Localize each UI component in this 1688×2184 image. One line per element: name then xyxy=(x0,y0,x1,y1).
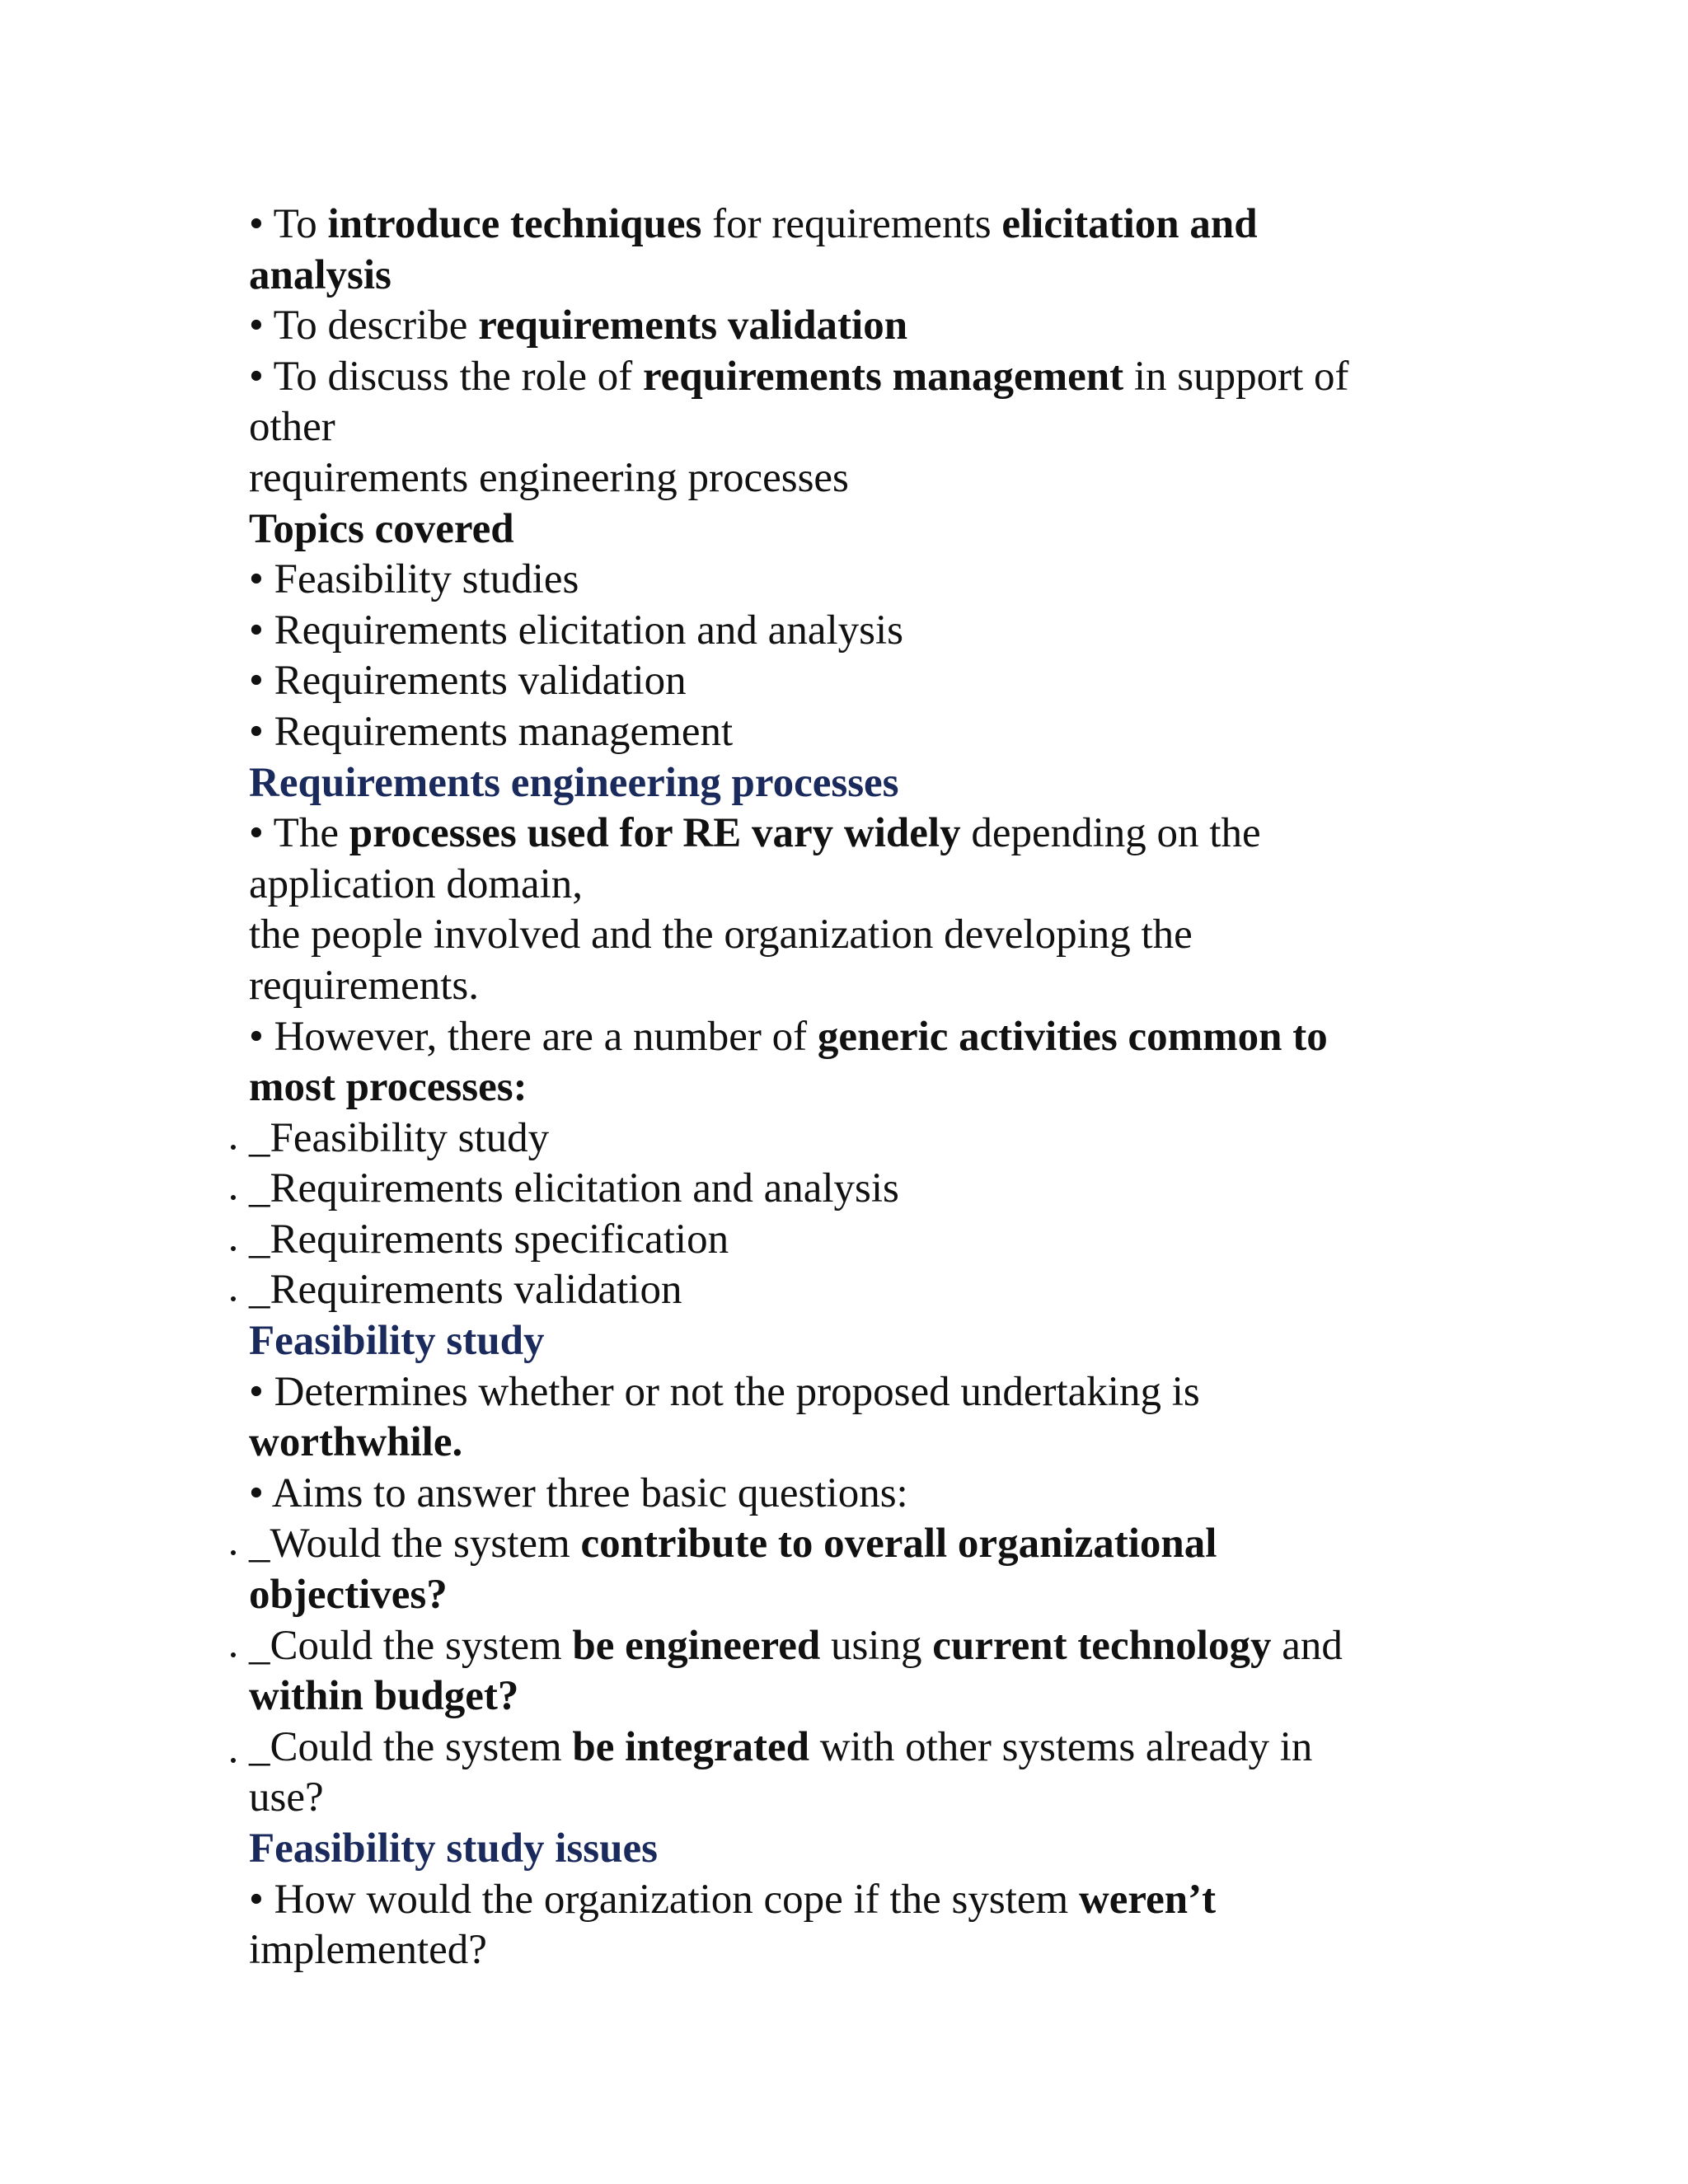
question-line xyxy=(249,1621,1452,1672)
text: for requirements xyxy=(701,201,1002,247)
text-bold: worthwhile. xyxy=(249,1419,463,1466)
paragraph-line xyxy=(249,808,1452,860)
text: • To xyxy=(249,201,328,247)
text: implemented? xyxy=(249,1927,487,1974)
text: application domain, xyxy=(249,860,584,907)
document-page xyxy=(249,199,1452,1976)
question-line xyxy=(249,1519,1452,1570)
paragraph-line xyxy=(249,1469,1452,1520)
text-bold: requirements management xyxy=(642,353,1124,400)
text: _Requirements validation xyxy=(249,1267,682,1314)
question-line xyxy=(249,1773,1452,1824)
paragraph-line xyxy=(249,1418,1452,1469)
text: _Feasibility study xyxy=(249,1114,550,1161)
topic-item: • Requirements validation xyxy=(249,658,687,705)
text-bold: be integrated xyxy=(572,1723,809,1770)
topic-item: • Feasibility studies xyxy=(249,556,579,603)
sub-bullet-dot-icon xyxy=(227,1722,244,1774)
paragraph-line xyxy=(249,1925,1452,1976)
objective-line-4 xyxy=(249,352,1452,403)
sub-bullet-dot-icon xyxy=(227,1164,244,1215)
paragraph-line xyxy=(249,910,1452,961)
objective-line-3 xyxy=(249,301,1452,352)
text: • Determines whether or not the proposed undertaking is xyxy=(249,1368,1200,1415)
paragraph-line xyxy=(249,1875,1452,1926)
topics-heading: Topics covered xyxy=(249,505,514,552)
sub-bullet-dot-icon xyxy=(227,1215,244,1266)
text: _Requirements elicitation and analysis xyxy=(249,1165,899,1212)
text: _Would the system xyxy=(249,1521,581,1568)
paragraph-line xyxy=(249,1367,1452,1418)
text: • However, there are a number of xyxy=(249,1013,818,1060)
text-bold: requirements validation xyxy=(478,302,908,349)
objective-line-5 xyxy=(249,402,1452,453)
text: use? xyxy=(249,1774,324,1821)
activity-item xyxy=(249,1113,1452,1165)
text: other xyxy=(249,404,335,451)
text: • To discuss the role of xyxy=(249,353,643,400)
topic-item: • Requirements management xyxy=(249,708,734,755)
text-bold: elicitation and xyxy=(1001,201,1258,247)
text-bold: most processes: xyxy=(249,1064,528,1111)
question-line xyxy=(249,1671,1452,1722)
sub-bullet-dot-icon xyxy=(227,1621,244,1672)
section-heading-re-processes: Requirements engineering processes xyxy=(249,759,899,806)
text-bold: analysis xyxy=(249,251,392,298)
text-bold: generic activities common to xyxy=(817,1013,1328,1060)
text: requirements engineering processes xyxy=(249,454,849,501)
objective-line-1 xyxy=(249,199,1452,251)
objective-line-6 xyxy=(249,453,1452,504)
text-bold: objectives? xyxy=(249,1572,448,1619)
text: • The xyxy=(249,810,349,857)
text: _Could the system xyxy=(249,1622,573,1669)
text-bold: contribute to overall organizational xyxy=(580,1521,1217,1568)
section-heading-feasibility-issues: Feasibility study issues xyxy=(249,1825,658,1872)
text: depending on the xyxy=(960,810,1261,857)
text-bold: current technology xyxy=(932,1622,1272,1669)
text: _Could the system xyxy=(249,1723,573,1770)
activity-item xyxy=(249,1164,1452,1215)
text-bold: processes used for RE vary widely xyxy=(349,810,961,857)
text-bold: be engineered xyxy=(572,1622,821,1669)
section-heading-feasibility-study: Feasibility study xyxy=(249,1318,545,1365)
question-line xyxy=(249,1722,1452,1774)
sub-bullet-dot-icon xyxy=(227,1519,244,1570)
text: • To describe xyxy=(249,302,479,349)
question-line xyxy=(249,1570,1452,1621)
text-bold: within budget? xyxy=(249,1673,519,1720)
text: and xyxy=(1271,1622,1343,1669)
paragraph-line xyxy=(249,961,1452,1012)
text: using xyxy=(820,1622,933,1669)
activity-item xyxy=(249,1215,1452,1266)
text: in support of xyxy=(1123,353,1349,400)
text: • Aims to answer three basic questions: xyxy=(249,1469,908,1516)
paragraph-line xyxy=(249,860,1452,911)
text: requirements. xyxy=(249,962,479,1009)
paragraph-line xyxy=(249,1012,1452,1063)
sub-bullet-dot-icon xyxy=(227,1265,244,1316)
topic-item: • Requirements elicitation and analysis xyxy=(249,607,903,654)
sub-bullet-dot-icon xyxy=(227,1113,244,1165)
text-bold: introduce techniques xyxy=(327,201,702,247)
text-bold: weren’t xyxy=(1078,1876,1217,1923)
text: _Requirements specification xyxy=(249,1216,729,1263)
paragraph-line xyxy=(249,1062,1452,1113)
activity-item xyxy=(249,1265,1452,1316)
text: • How would the organization cope if the system xyxy=(249,1876,1079,1923)
text: the people involved and the organization developing the xyxy=(249,912,1193,958)
objective-line-2 xyxy=(249,251,1452,302)
text: with other systems already in xyxy=(809,1723,1313,1770)
